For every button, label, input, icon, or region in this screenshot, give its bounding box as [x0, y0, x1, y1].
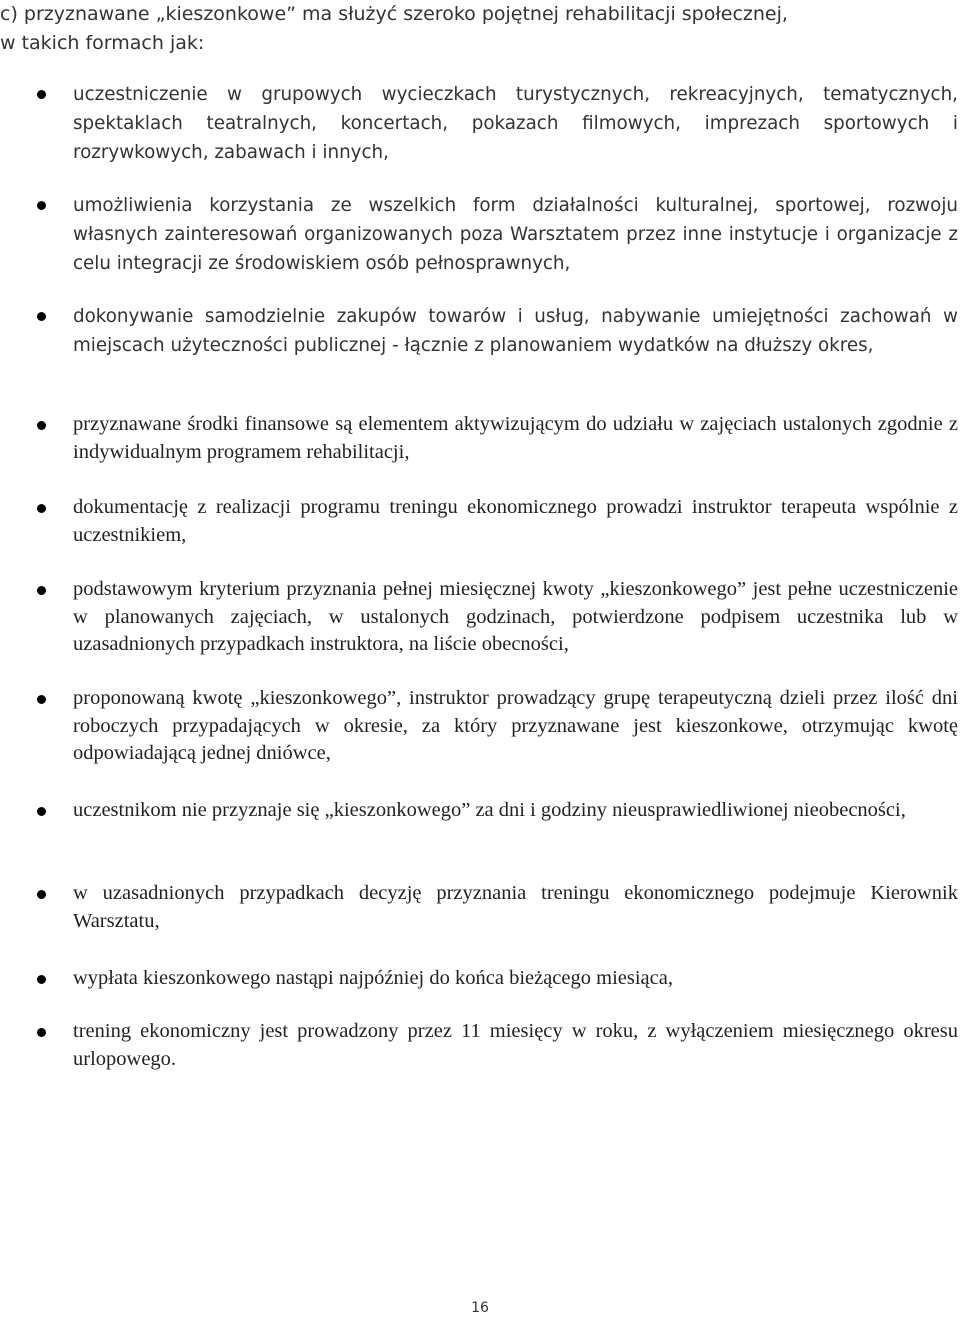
list-item-text: dokumentację z realizacji programu treningu ekonomicznego prowadzi instruktor terapeuta wspólnie z uczestnikiem,	[73, 496, 958, 546]
bullet-icon	[37, 504, 46, 513]
bullet-icon	[37, 90, 46, 99]
bullet-icon	[37, 201, 46, 210]
bullet-icon	[37, 890, 46, 899]
list-item-text: w uzasadnionych przypadkach decyzję przyznania treningu ekonomicznego podejmuje Kierownik Warsztatu,	[73, 882, 958, 932]
bullet-icon	[37, 312, 46, 321]
intro-paragraph	[0, 0, 940, 58]
list-item-text: przyznawane środki finansowe są elementem aktywizującym do udziału w zajęciach ustalonych zgodnie z indywidualnym programem rehabilitacji,	[73, 413, 958, 463]
list-item-text: wypłata kieszonkowego nastąpi najpóźniej do końca bieżącego miesiąca,	[73, 967, 673, 989]
bullet-icon	[37, 586, 46, 595]
list-item-text: umożliwienia korzystania ze wszelkich form działalności kulturalnej, sportowej, rozwoju własnych zainteresowań organizowanych poza Warsztatem przez inne instytucje i organizacje z celu integracji ze środowiskiem osób pełnosprawnych,	[73, 195, 958, 274]
list-item-text: proponowaną kwotę „kieszonkowego”, instruktor prowadzący grupę terapeutyczną dzieli przez ilość dni roboczych przypadających w okresie, za który przyznawane jest kieszonkowe, otrzymując kwotę odpowiadającą jednej dniówce,	[73, 687, 958, 764]
list-item-text: uczestnikom nie przyznaje się „kieszonkowego” za dni i godziny nieusprawiedliwionej nieobecności,	[73, 799, 906, 821]
intro-line-1: c) przyznawane „kieszonkowe” ma służyć szeroko pojętnej rehabilitacji społecznej,	[0, 3, 788, 25]
bullet-icon	[37, 807, 46, 816]
list-item-text: uczestniczenie w grupowych wycieczkach turystycznych, rekreacyjnych, tematycznych, spektaklach teatralnych, koncertach, pokazach filmowych, imprezach sportowych i rozrywkowych, zabawach i innych,	[73, 84, 958, 163]
list-item-text: dokonywanie samodzielnie zakupów towarów i usług, nabywanie umiejętności zachowań w miejscach użyteczności publicznej - łącznie z planowaniem wydatków na dłuższy okres,	[73, 306, 958, 356]
bullet-icon	[37, 421, 46, 430]
list-item-text: trening ekonomiczny jest prowadzony przez 11 miesięcy w roku, z wyłączeniem miesięcznego okresu urlopowego.	[73, 1020, 958, 1070]
list-item-text: podstawowym kryterium przyznania pełnej miesięcznej kwoty „kieszonkowego” jest pełne uczestniczenie w planowanych zajęciach, w ustalonych godzinach, potwierdzone podpisem uczestnika lub w uzasadnionych przypadkach instruktora, na liście obecności,	[73, 578, 958, 655]
bullet-icon	[37, 695, 46, 704]
bullet-icon	[37, 1028, 46, 1037]
intro-line-2: w takich formach jak:	[0, 32, 205, 54]
bullet-icon	[37, 975, 46, 984]
page-number: 16	[471, 1300, 489, 1316]
